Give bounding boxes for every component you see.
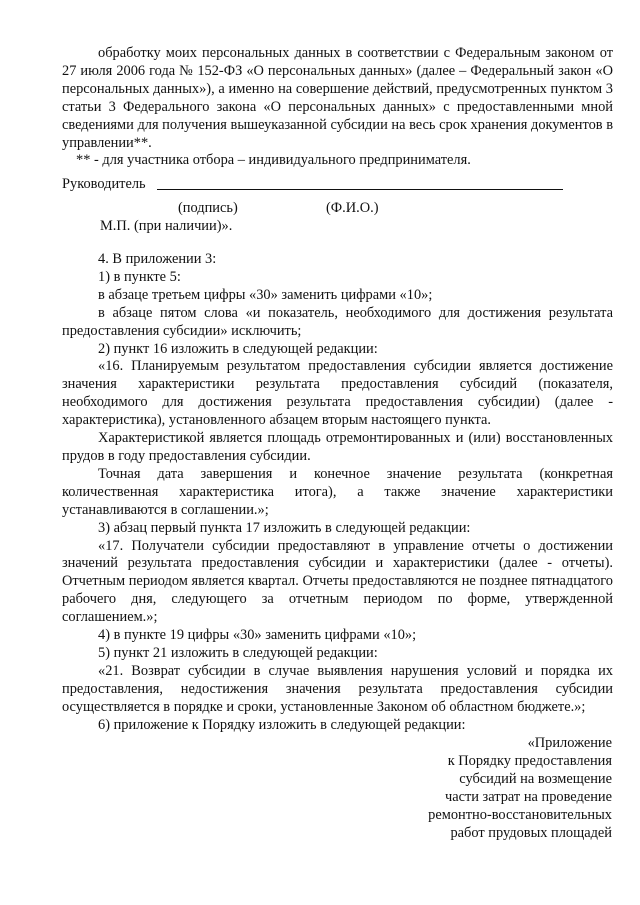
seal-note: М.П. (при наличии)». <box>100 218 233 234</box>
footnote: ** - для участника отбора – индивидуального предпринимателя. <box>76 152 471 168</box>
appendix-heading-line: «Приложение <box>527 735 612 751</box>
amendment-paragraph: в абзаце пятом слова «и показатель, необходимого для достижения результата предоставления субсидии» исключить; <box>62 304 613 339</box>
amendment-paragraph: 4. В приложении 3: <box>98 251 217 267</box>
amendment-paragraph: 3) абзац первый пункта 17 изложить в следующей редакции: <box>98 519 471 536</box>
name-caption: (Ф.И.О.) <box>326 200 379 216</box>
appendix-heading-line: к Порядку предоставления <box>447 752 612 769</box>
amendment-paragraph: 6) приложение к Порядку изложить в следующей редакции: <box>98 716 466 733</box>
appendix-heading-line: работ прудовых площадей <box>450 824 612 841</box>
name-line <box>277 189 563 190</box>
amendment-paragraph: 1) в пункте 5: <box>98 268 181 285</box>
amendment-paragraph: «17. Получатели субсидии предоставляют в управление отчеты о достижении значений результата предоставления субсидии и характеристики (далее - отчеты). Отчетным периодом является квартал. Отчеты предоставляются не позднее пятнадцатого рабочего дня, следующего за отчетным периодом по форме, утвержденной соглашением.»; <box>62 537 613 626</box>
amendment-paragraph: в абзаце третьем цифры «30» заменить цифрами «10»; <box>98 286 433 303</box>
amendments-list <box>62 251 613 734</box>
signature-line <box>157 189 277 190</box>
amendment-paragraph: 5) пункт 21 изложить в следующей редакции: <box>98 644 378 661</box>
amendment-paragraph: 4) в пункте 19 цифры «30» заменить цифрами «10»; <box>98 627 417 644</box>
role-label: Руководитель <box>62 176 146 192</box>
amendment-paragraph: Характеристикой является площадь отремонтированных и (или) восстановленных прудов в году предоставления субсидии. <box>62 430 613 464</box>
amendment-paragraph: Точная дата завершения и конечное значение результата (конкретная количественная характеристика итога), а также значение характеристики устанавливаются в соглашении.»; <box>62 465 613 518</box>
appendix-heading-line: ремонтно-восстановительных <box>428 806 612 823</box>
signature-caption: (подпись) <box>178 200 238 216</box>
appendix-heading-line: части затрат на проведение <box>444 788 612 805</box>
amendment-paragraph: 2) пункт 16 изложить в следующей редакции: <box>98 340 378 357</box>
appendix-heading-line: субсидий на возмещение <box>459 770 612 787</box>
amendment-paragraph: «16. Планируемым результатом предоставления субсидии является достижение значения характеристики результата предоставления субсидий (показателя, необходимого для достижения результата предоставления субсидии) (далее - характеристика), установленного абзацем вторым настоящего пункта. <box>62 358 613 429</box>
amendment-paragraph: «21. Возврат субсидии в случае выявления нарушения условий и порядка их предоставления, недостижения значения результата предоставления субсидии осуществляется в порядке и сроки, установленные Законом об областном бюджете.»; <box>62 662 613 715</box>
consent-paragraph: обработку моих персональных данных в соответствии с Федеральным законом от 27 июля 2006 года № 152-ФЗ «О персональных данных» (далее – Федеральный закон «О персональных данных»), а именно на совершение действий, предусмотренных пунктом 3 статьи 3 Федерального закона «О персональных данных» с предоставленными мной сведениями для получения вышеуказанной субсидии на весь срок хранения документов в управлении**. <box>62 45 613 151</box>
appendix-heading <box>330 735 612 842</box>
